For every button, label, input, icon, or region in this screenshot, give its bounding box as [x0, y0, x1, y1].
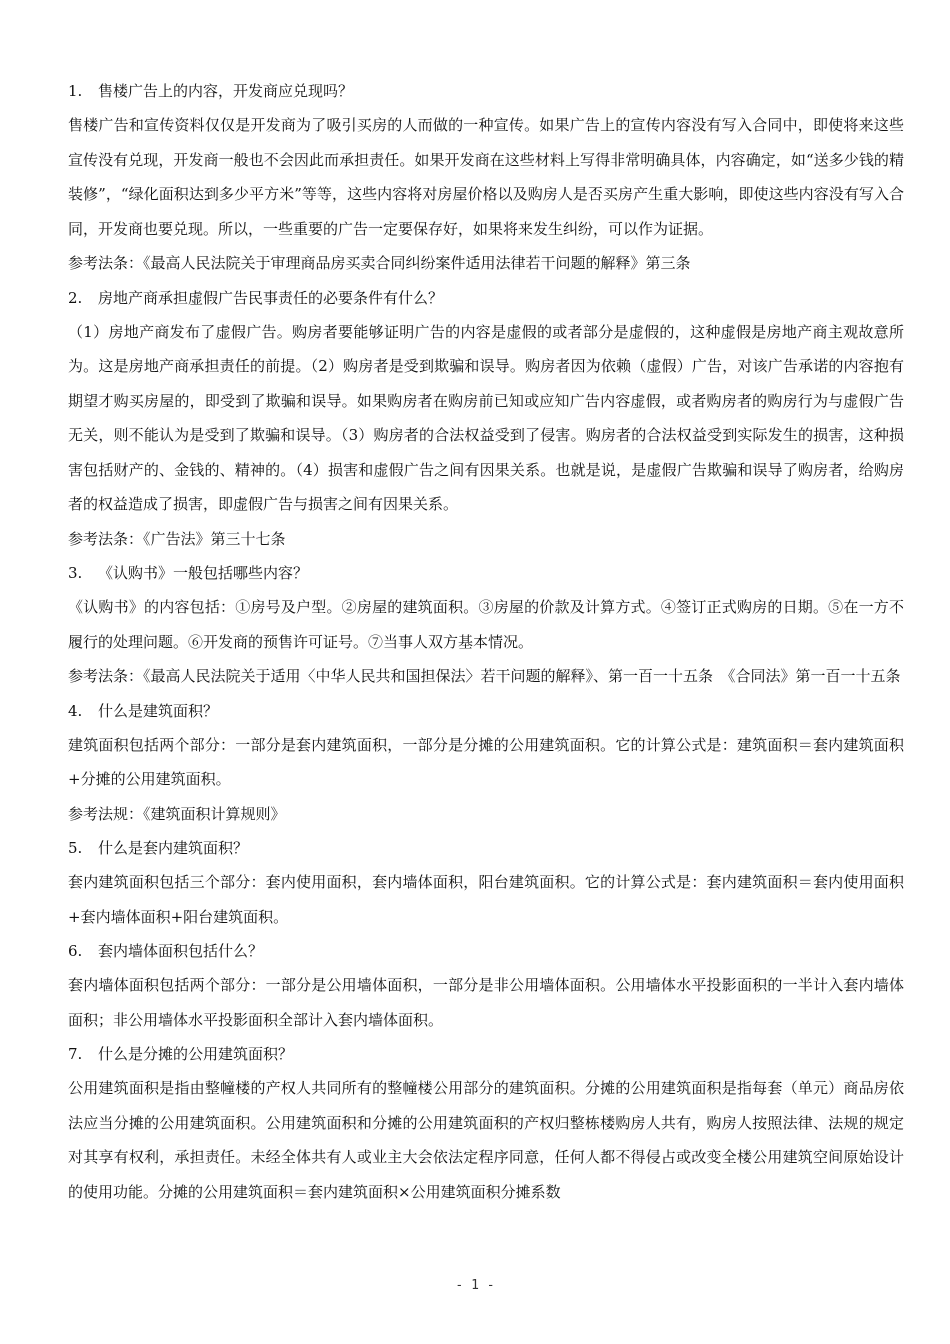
question-heading [68, 831, 904, 865]
question-number: 7. [68, 1045, 83, 1063]
question-number: 4. [68, 701, 83, 720]
reference-line: 参考法条：《最高人民法院关于审理商品房买卖合同纠纷案件适用法律若干问题的解释》第三条 [68, 254, 691, 272]
page-number: - 1 - [455, 1278, 495, 1293]
question-text: 什么是建筑面积？ [98, 701, 219, 720]
qa-section-6 [68, 934, 904, 1037]
reference-line: 参考法条：《最高人民法院关于适用〈中华人民共和国担保法〉若干问题的解释》、第一百一十五条 《合同法》第一百一十五条 [68, 667, 901, 685]
question-text: 什么是套内建筑面积？ [98, 839, 249, 857]
question-number: 6. [68, 942, 83, 960]
qa-section-2 [68, 281, 904, 557]
answer-paragraph: （1）房地产商发布了虚假广告。购房者要能够证明广告的内容是虚假的或者部分是虚假的，这种虚假是房地产商主观故意所为。这是房地产商承担责任的前提。（2）购房者是受到欺骗和误导。购房者因为依赖（虚假）广告，对该广告承诺的内容抱有期望才购买房屋的，即受到了欺骗和误导。如果购房者在购房前已知或应知广告内容虚假，或者购房者的购房行为与虚假广告无关，则不能认为是受到了欺骗和误导。（3）购房者的合法权益受到了侵害。购房者的合法权益受到实际发生的损害，这种损害包括财产的、金钱的、精神的。（4）损害和虚假广告之间有因果关系。也就是说，是虚假广告欺骗和误导了购房者，给购房者的权益造成了损害，即虚假广告与损害之间有因果关系。 [68, 322, 904, 513]
answer-paragraph: 公用建筑面积是指由整幢楼的产权人共同所有的整幢楼公用部分的建筑面积。分摊的公用建筑面积是指每套（单元）商品房依法应当分摊的公用建筑面积。公用建筑面积和分摊的公用建筑面积的产权归整栋楼购房人共有，购房人按照法律、法规的规定对其享有权利，承担责任。未经全体共有人或业主大会依法定程序同意，任何人都不得侵占或改变全楼公用建筑空间原始设计的使用功能。分摊的公用建筑面积＝套内建筑面积×公用建筑面积分摊系数 [68, 1079, 904, 1201]
question-heading [68, 556, 904, 590]
answer-paragraph: 套内墙体面积包括两个部分：一部分是公用墙体面积，一部分是非公用墙体面积。公用墙体水平投影面积的一半计入套内墙体面积；非公用墙体水平投影面积全部计入套内墙体面积。 [68, 976, 904, 1029]
qa-section-3 [68, 556, 904, 694]
qa-section-4 [68, 694, 904, 832]
reference-line: 参考法条：《广告法》第三十七条 [68, 529, 286, 548]
answer-paragraph: 套内建筑面积包括三个部分：套内使用面积，套内墙体面积，阳台建筑面积。它的计算公式是：套内建筑面积＝套内使用面积+套内墙体面积+阳台建筑面积。 [68, 873, 904, 926]
question-heading [68, 694, 904, 728]
question-text: 售楼广告上的内容，开发商应兑现吗？ [98, 82, 354, 100]
question-text: 套内墙体面积包括什么？ [98, 942, 264, 960]
question-heading [68, 281, 904, 315]
question-heading [68, 74, 904, 108]
question-text: 房地产商承担虚假广告民事责任的必要条件有什么？ [98, 288, 444, 307]
question-number: 1. [68, 82, 83, 100]
answer-paragraph: 建筑面积包括两个部分：一部分是套内建筑面积，一部分是分摊的公用建筑面积。它的计算公式是：建筑面积＝套内建筑面积+分摊的公用建筑面积。 [68, 735, 904, 788]
question-number: 5. [68, 839, 83, 857]
answer-paragraph: 售楼广告和宣传资料仅仅是开发商为了吸引买房的人而做的一种宣传。如果广告上的宣传内容没有写入合同中，即使将来这些宣传没有兑现，开发商一般也不会因此而承担责任。如果开发商在这些材料上写得非常明确具体，内容确定，如“送多少钱的精装修”，“绿化面积达到多少平方米”等等，这些内容将对房屋价格以及购房人是否买房产生重大影响，即使这些内容没有写入合同，开发商也要兑现。所以，一些重要的广告一定要保存好，如果将来发生纠纷，可以作为证据。 [68, 116, 904, 238]
question-number: 3. [68, 564, 83, 582]
answer-paragraph: 《认购书》的内容包括：①房号及户型。②房屋的建筑面积。③房屋的价款及计算方式。④签订正式购房的日期。⑤在一方不履行的处理问题。⑥开发商的预售许可证号。⑦当事人双方基本情况。 [68, 598, 904, 651]
question-text: 《认购书》一般包括哪些内容？ [98, 564, 309, 582]
question-heading [68, 1037, 904, 1071]
document-page [68, 74, 904, 1209]
qa-section-5 [68, 831, 904, 934]
question-number: 2. [68, 288, 83, 307]
question-heading [68, 934, 904, 968]
question-text: 什么是分摊的公用建筑面积？ [98, 1045, 294, 1063]
qa-section-1 [68, 74, 904, 281]
reference-line: 参考法规：《建筑面积计算规则》 [68, 804, 286, 823]
qa-section-7 [68, 1037, 904, 1209]
